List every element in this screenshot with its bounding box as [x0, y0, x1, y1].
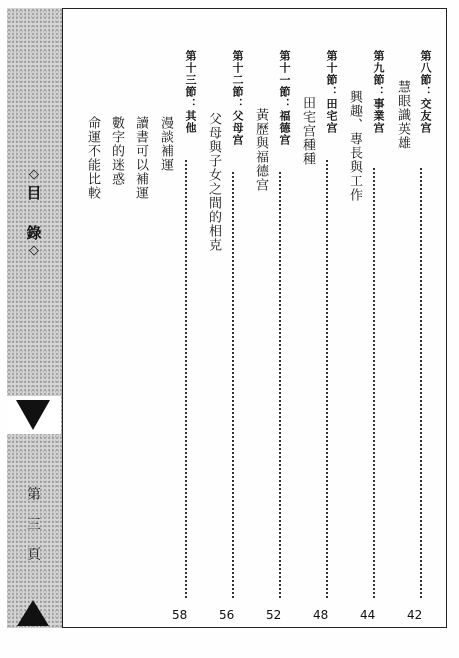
section-number: 第九節：: [372, 50, 385, 98]
page-number: 56: [219, 608, 235, 622]
section-title: 事業宫: [372, 98, 385, 134]
section-number: 第十一節：: [278, 50, 291, 110]
diamond-ornament-icon: ◇: [29, 243, 39, 258]
triangle-up-icon: [17, 600, 49, 626]
section-number: 第八節：: [419, 50, 432, 98]
toc-entry: 讀書可以補運: [133, 116, 148, 200]
toc-leader: [326, 160, 328, 598]
toc-leader: [373, 168, 375, 598]
section-heading: [276, 50, 292, 146]
toc-entry: 田宅宫種種: [300, 96, 315, 166]
section-heading: [182, 50, 198, 134]
page-number: 48: [313, 608, 329, 622]
page-number: 52: [266, 608, 282, 622]
toc-entry: 興趣、專長與工作: [347, 90, 362, 202]
toc-entry: 黃歷與福德宫: [253, 108, 268, 192]
page-number: 42: [407, 608, 423, 622]
section-heading: [323, 50, 339, 134]
toc-entry: 慧眼識英雄: [395, 80, 410, 150]
page-label-char-2: 三: [27, 517, 41, 533]
diamond-ornament-icon: ◇: [29, 167, 39, 182]
sidebar-title-char-2: 錄: [26, 224, 42, 242]
section-number: 第十三節：: [184, 50, 197, 110]
triangle-down-icon: [16, 400, 50, 430]
toc-leader: [420, 168, 422, 598]
section-title: 交友宫: [419, 98, 432, 134]
page-label-char-3: 頁: [27, 547, 41, 563]
section-title: 父母宫: [231, 110, 244, 146]
toc-entry: 漫談補運: [158, 116, 173, 172]
page-label-char-1: 第: [27, 487, 41, 503]
section-title: 福德宫: [278, 110, 291, 146]
toc-entry: 父母與子女之間的相克: [206, 112, 221, 252]
section-number: 第十二節：: [231, 50, 244, 110]
sidebar-title: [7, 168, 61, 258]
toc-leader: [279, 172, 281, 598]
section-title: 田宅宫: [325, 98, 338, 134]
toc-leader: [185, 160, 187, 598]
toc-entry: 命運不能比較: [85, 116, 100, 200]
section-heading: [417, 50, 433, 134]
toc-leader: [232, 172, 234, 598]
toc-entry: 數字的迷惑: [109, 116, 124, 186]
sidebar: [7, 8, 63, 628]
section-number: 第十節：: [325, 50, 338, 98]
section-heading: [229, 50, 245, 146]
section-heading: [370, 50, 386, 134]
page-number: 44: [360, 608, 376, 622]
page-number: 58: [172, 608, 188, 622]
page-number-label: [7, 480, 61, 570]
section-title: 其他: [184, 110, 197, 134]
sidebar-title-char-1: 目: [26, 184, 42, 202]
